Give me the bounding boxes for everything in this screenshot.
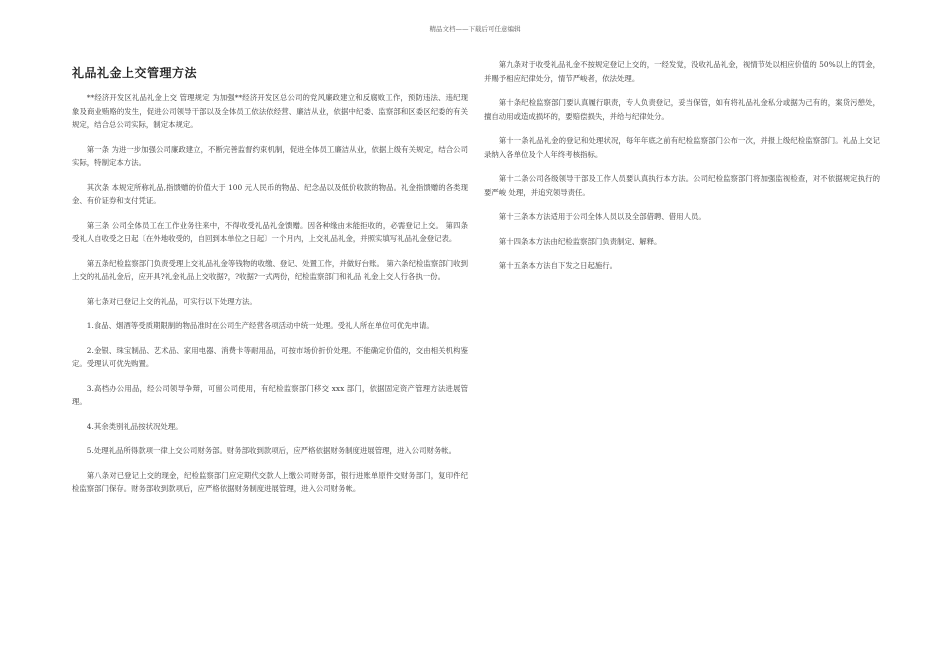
paragraph: 第三条 公司全体员工在工作业务往来中，不得收受礼品礼金馈赠。因各种缘由未能拒收的，必需登记上交。 第四条 受礼人自收受之日起〔在外地收受的，自回到本单位之日起〕一个月内，上交礼品礼金，并照实填写礼品礼金登记表。 [72,220,468,243]
paragraph: 1.食品、烟酒等受质期限制的物品准时在公司生产经营各项活动中统一处理。受礼人所在单位可优先申请。 [86,321,434,330]
right-column [484,58,880,284]
paragraph: 第十二条公司各级领导干部及工作人员要认真执行本方法。公司纪检监察部门将加强监视检查，对不依据规定执行的要严峻 处理，并追究领导责任。 [484,174,880,197]
paragraph: 第十五条本方法自下发之日起施行。 [498,261,618,270]
paragraph: 3.高档办公用品，经公司领导争辩，可留公司使用，有纪检监察部门移交 xxx 部门，依据固定资产管理方法进展管理。 [72,383,468,406]
paragraph: 第十一条礼品礼金的登记和处理状况，每年年底之前有纪检监察部门公布一次，并报上级纪检监察部门。礼品上交记录纳入各单位及个人年终考核指标。 [484,136,880,159]
paragraph: 第九条对于收受礼品礼金不按规定登记上交的，一经发觉，没收礼品礼金，视情节处以相应价值的 50%以上的罚金，并赐予相应纪律处分，情节严峻者，依法处理。 [484,60,880,83]
paragraph: 其次条 本规定所称礼品,指馈赠的价值大于 100 元人民币的物品、纪念品以及低价收款的物品。礼金指馈赠的各类现金、有价证券和支付凭证。 [72,182,468,205]
paragraph: **经济开发区礼品礼金上交 管理规定 为加强**经济开发区总公司的党风廉政建立和反腐败工作，预防违法、违纪现象及商业贿赂的发生，促进公司领导干部以及全体员工依法依经营、廉洁从业，依据中纪委、监察部和区委区纪委的有关规定，结合总公司实际，制定本规定。 [72,93,468,129]
left-column [72,58,468,507]
paragraph: 2.金银、珠宝制品、艺术品、家用电器、消费卡等耐用品，可按市场价折价处理。不能确定价值的，交由相关机构鉴定。受理认可优先购置。 [72,345,468,368]
paragraph: 第七条对已登记上交的礼品，可实行以下处理方法。 [86,296,257,306]
paragraph: 第十三条本方法适用于公司全体人员以及全部借聘、借用人员。 [498,212,706,221]
document-title: 礼品礼金上交管理方法 [72,66,198,80]
paragraph: 第一条 为进一步加强公司廉政建立，不断完善监督约束机制，促进全体员工廉洁从业，依据上级有关规定，结合公司实际，特制定本方法。 [72,144,468,167]
paragraph: 第五条纪检监察部门负责受理上交礼品礼金等钱物的收缴、登记、处置工作，并做好台账。 第六条纪检监察部门收到上交的礼品礼金后，应开具?礼金礼品上交收据?，?收据?一式两份，纪检监察部门和礼品 礼金上交人行各执一份。 [72,258,468,281]
page-header: 精品文档——下载后可任意编辑 [429,25,521,33]
paragraph: 5.处理礼品所得款项一律上交公司财务部。财务部收到款项后，应严格依据财务制度进展管理，进入公司财务帐。 [86,446,456,455]
paragraph: 第十条纪检监察部门要认真履行职责，专人负责登记，妥当保管，如有将礼品礼金私分或据为己有的，案货污憩处，擅自动用或造成损坏的，要赔偿损失，并给与纪律处分。 [484,98,880,121]
paragraph: 4.其余类别礼品按状况处理。 [86,421,183,431]
paragraph: 第八条对已登记上交的现金，纪检监察部门应定期代交款人上缴公司财务部，银行进账单原件交财务部门，复印件纪检监察部门保存。财务部收到款项后，应严格依据财务制度进展管理，进入公司财务帐。 [72,470,468,493]
paragraph: 第十四条本方法由纪检监察部门负责制定、解释。 [498,236,662,246]
